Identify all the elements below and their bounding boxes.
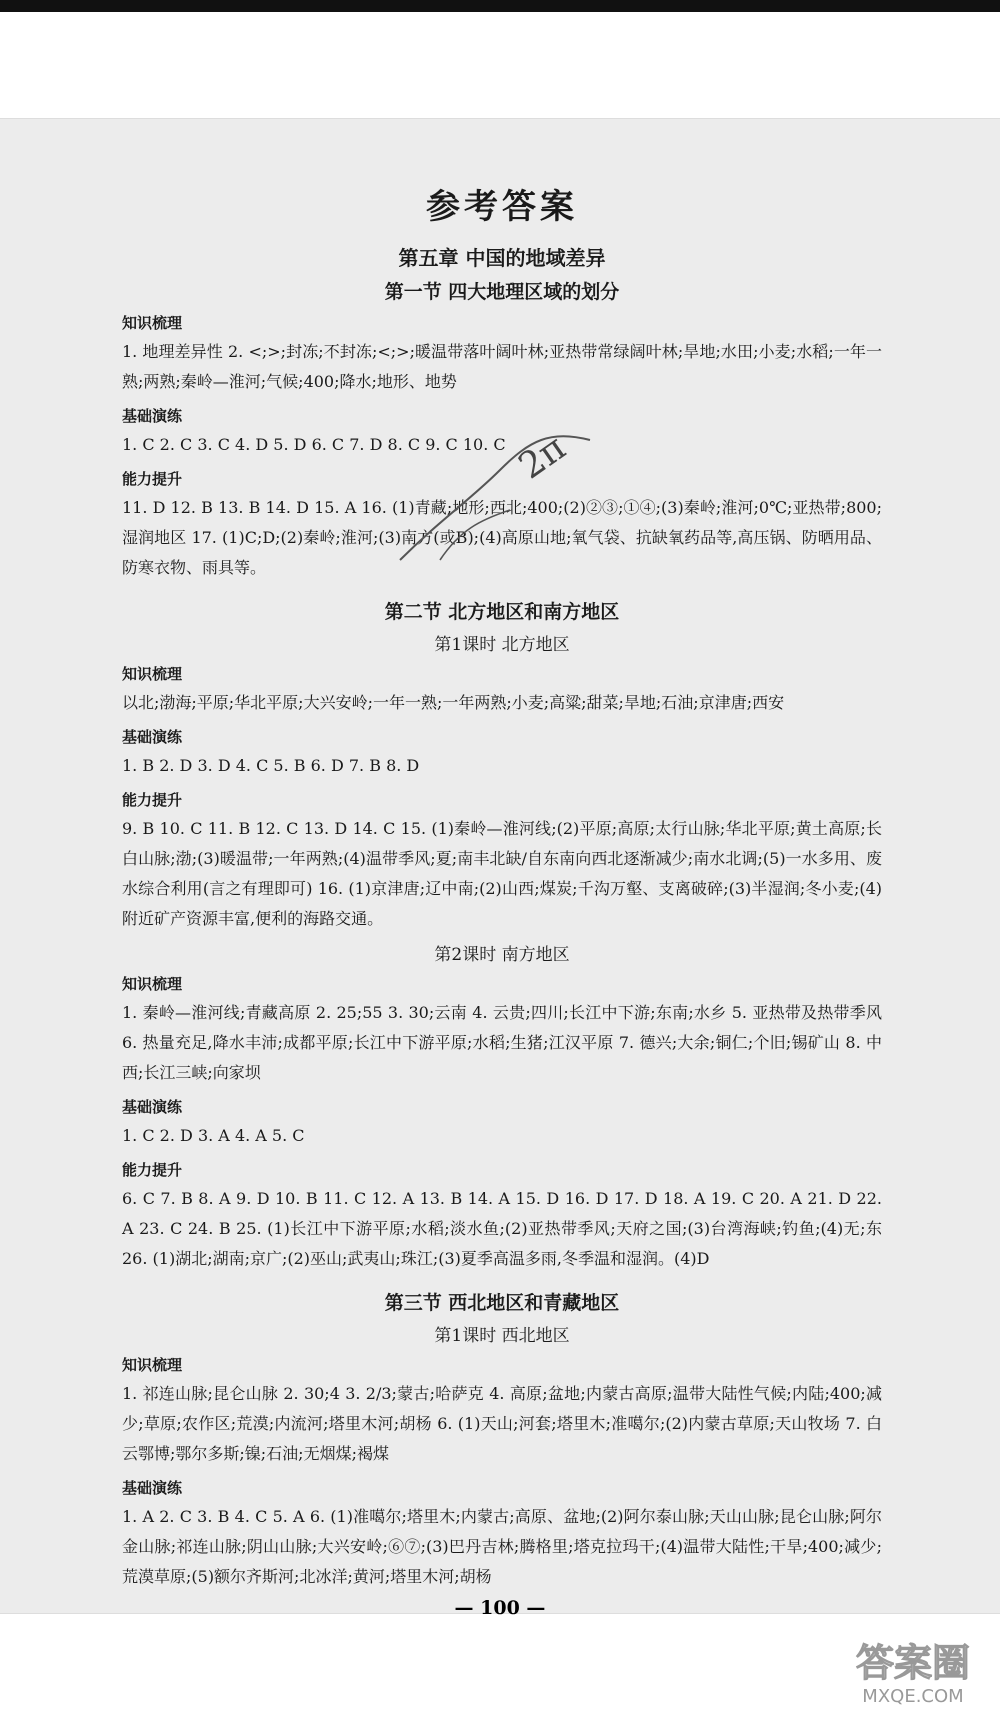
block-text: 9. B 10. C 11. B 12. C 13. D 14. C 15. (1)秦岭—淮河线;(2)平原;高原;太行山脉;华北平原;黄土高原;长白山脉;渤;(3)暖温带;一年两熟;(4)温带季风;夏;南丰北缺/自东南向西北逐渐减少;南水北调;(5)一水多用、废水综合利用(言之有理即可) 16. (1)京津唐;辽中南;(2)山西;煤炭;千沟万壑、支离破碎;(3)半湿润;冬小麦;(4)附近矿产资源丰富,便利的海路交通。 — [122, 819, 882, 928]
lesson-heading: 第1课时 西北地区 — [434, 1326, 570, 1346]
block-text: 1. 地理差异性 2. <;>;封冻;不封冻;<;>;暖温带落叶阔叶林;亚热带常绿阔叶林;旱地;水田;小麦;水稻;一年一熟;两熟;秦岭—淮河;气候;400;降水;地形、地势 — [122, 342, 882, 391]
handwriting-text: 2π — [511, 427, 574, 488]
chapter-heading: 第五章 中国的地域差异 — [398, 246, 606, 270]
section-heading: 第三节 西北地区和青藏地区 — [384, 1292, 620, 1314]
block-text: 1. B 2. D 3. D 4. C 5. B 6. D 7. B 8. D — [122, 756, 420, 775]
block-label: 基础演练 — [122, 1098, 183, 1116]
block-label: 知识梳理 — [122, 665, 183, 683]
watermark-site: MXQE.COM — [862, 1686, 964, 1707]
page-title: 参考答案 — [426, 187, 578, 227]
block-label: 能力提升 — [122, 470, 183, 488]
lesson-heading: 第2课时 南方地区 — [434, 945, 570, 965]
block-text: 1. C 2. D 3. A 4. A 5. C — [122, 1126, 305, 1145]
block-label: 知识梳理 — [122, 1356, 183, 1374]
handwritten-annotation — [380, 410, 620, 580]
top-black-bar — [0, 0, 1000, 12]
block-label: 知识梳理 — [122, 975, 183, 993]
block-text: 1. 祁连山脉;昆仑山脉 2. 30;4 3. 2/3;蒙古;哈萨克 4. 高原;盆地;内蒙古高原;温带大陆性气候;内陆;400;减少;草原;农作区;荒漠;内流河;塔里木河;胡杨 6. (1)天山;河套;塔里木;准噶尔;(2)内蒙古草原;天山牧场 7. 白云鄂博;鄂尔多斯;镍;石油;无烟煤;褐煤 — [122, 1384, 882, 1463]
lesson-heading: 第1课时 北方地区 — [434, 635, 570, 655]
page-number: — 100 — — [454, 1597, 546, 1619]
block-text: 1. 秦岭—淮河线;青藏高原 2. 25;55 3. 30;云南 4. 云贵;四川;长江中下游;东南;水乡 5. 亚热带及热带季风 6. 热量充足,降水丰沛;成都平原;长江中下游平原;水稻;生猪;江汉平原 7. 德兴;大余;铜仁;个旧;锡矿山 8. 中西;长江三峡;向家坝 — [122, 1003, 882, 1082]
block-label: 能力提升 — [122, 1161, 183, 1179]
block-text: 以北;渤海;平原;华北平原;大兴安岭;一年一熟;一年两熟;小麦;高粱;甜菜;旱地;石油;京津唐;西安 — [122, 693, 785, 712]
watermark-text: 答案圈 — [855, 1641, 971, 1685]
block-label: 基础演练 — [122, 407, 183, 425]
block-label: 能力提升 — [122, 791, 183, 809]
section-heading: 第二节 北方地区和南方地区 — [384, 601, 620, 623]
block-text: 1. A 2. C 3. B 4. C 5. A 6. (1)准噶尔;塔里木;内蒙古;高原、盆地;(2)阿尔泰山脉;天山山脉;昆仑山脉;阿尔金山脉;祁连山脉;阴山山脉;大兴安岭;⑥⑦;(3)巴丹吉林;腾格里;塔克拉玛干;(4)温带大陆性;干旱;400;减少;荒漠草原;(5)额尔齐斯河;北冰洋;黄河;塔里木河;胡杨 — [122, 1507, 882, 1586]
section-heading: 第一节 四大地理区域的划分 — [384, 281, 620, 303]
scanned-page — [0, 118, 1000, 1619]
answer-content — [122, 179, 882, 1592]
block-label: 基础演练 — [122, 728, 183, 746]
block-label: 基础演练 — [122, 1479, 183, 1497]
watermark-logo — [838, 1630, 988, 1710]
block-text: 11. D 12. B 13. B 14. D 15. A 16. (1)青藏;地形;西北;400;(2)②③;①④;(3)秦岭;淮河;0℃;亚热带;800;湿润地区 17. (1)C;D;(2)秦岭;淮河;(3)南方(或B);(4)高原山地;氧气袋、抗缺氧药品等,高压锅、防晒用品、防寒衣物、雨具等。 — [122, 498, 882, 577]
block-label: 知识梳理 — [122, 314, 183, 332]
block-text: 1. C 2. C 3. C 4. D 5. D 6. C 7. D 8. C 9. C 10. C — [122, 435, 506, 454]
block-text: 6. C 7. B 8. A 9. D 10. B 11. C 12. A 13. B 14. A 15. D 16. D 17. D 18. A 19. C 20. A 21. D 22. A 23. C 24. B 25. (1)长江中下游平原;水稻;淡水鱼;(2)亚热带季风;天府之国;(3)台湾海峡;钓鱼;(4)无;东 26. (1)湖北;湖南;京广;(2)巫山;武夷山;珠江;(3)夏季高温多雨,冬季温和湿润。(4)D — [122, 1189, 882, 1268]
